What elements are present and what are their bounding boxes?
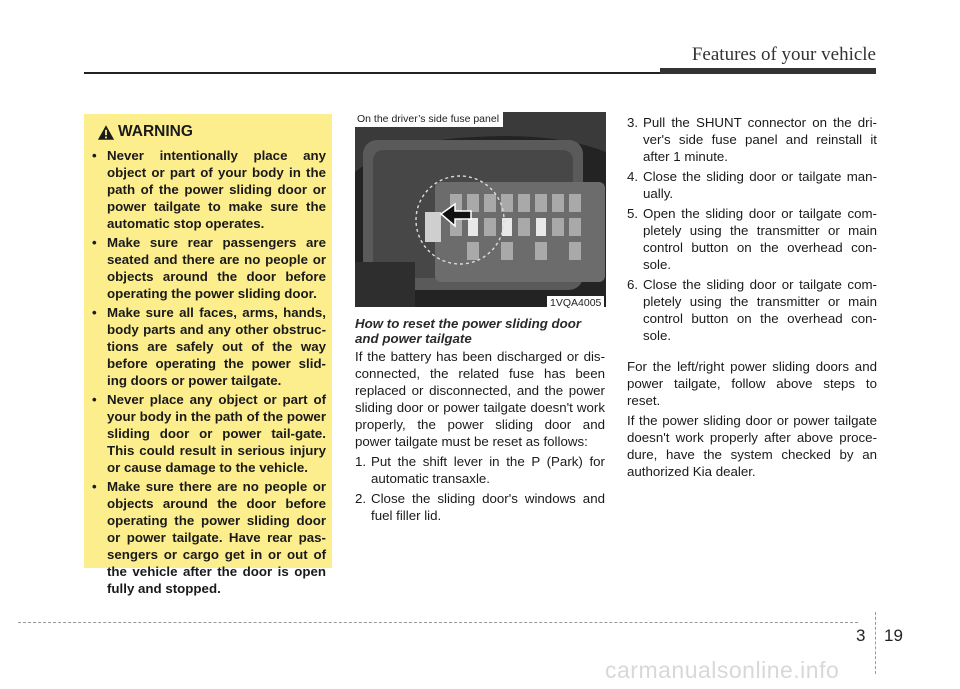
step-item: 2. Close the sliding door's windows and fuel filler lid. <box>355 491 605 523</box>
footer-rule <box>18 622 858 623</box>
step-item: 1. Put the shift lever in the P (Park) for automatic transaxle. <box>355 454 605 486</box>
section-intro: If the battery has been discharged or dis-connected, the related fuse has been replaced or disconnected, and the power sliding door or power tailgate doesn't work properly, the power sliding door and power tailgate must be reset as follows: <box>355 349 605 449</box>
warning-item: • Make sure there are no people or objects around the door before operating the power sliding door or power tailgate. Have rear pas-sengers or cargo get in or out of the vehicle after the door is open fully and stopped. <box>92 479 326 596</box>
header-rule-accent <box>660 68 876 74</box>
dealer-note: If the power sliding door or power tailgate doesn't work properly after above proce-dure, have the system checked by an authorized Kia dealer. <box>627 413 877 479</box>
section-heading: How to reset the power sliding door and power tailgate <box>355 316 582 346</box>
footer-divider <box>875 612 876 674</box>
warning-item: • Never place any object or part of your body in the path of the power sliding door or power tail-gate. This could result in serious injury or cause damage to the vehicle. <box>92 392 326 475</box>
fuse-panel-illustration <box>355 112 606 307</box>
page-number: 19 <box>884 626 903 645</box>
watermark: carmanualsonline.info <box>605 657 840 683</box>
warning-item: • Make sure all faces, arms, hands, body parts and any other obstruc-tions are safely out of the way before operating the power slid-ing doors or power tailgate. <box>92 305 326 388</box>
warning-triangle-icon <box>97 124 115 141</box>
warning-heading <box>88 123 258 145</box>
step-item: 5. Open the sliding door or tailgate com-pletely using the transmitter or main control button on the overhead con-sole. <box>627 206 877 272</box>
instructions-column-right <box>627 114 877 483</box>
step-item: 6. Close the sliding door or tailgate com-pletely using the transmitter or main control button on the overhead con-sole. <box>627 277 877 343</box>
header-rule <box>84 72 704 74</box>
instructions-column-middle <box>355 348 605 527</box>
reset-note: For the left/right power sliding doors and power tailgate, follow above steps to reset. <box>627 359 877 408</box>
figure-caption: On the driver’s side fuse panel <box>355 112 503 127</box>
fuse-panel-photo <box>355 112 606 307</box>
step-item: 3. Pull the SHUNT connector on the dri-ver's side fuse panel and reinstall it after 1 minute. <box>627 115 877 164</box>
warning-list <box>90 147 326 599</box>
warning-item: • Never intentionally place any object or part of your body in the path of the power sliding door or power tailgate to make sure the automatic stop operates. <box>92 148 326 231</box>
warning-item: • Make sure rear passengers are seated and there are no people or objects around the door before operating the power sliding door. <box>92 235 326 301</box>
step-item: 4. Close the sliding door or tailgate man-ually. <box>627 169 877 201</box>
figure-code: 1VQA4005 <box>547 296 604 310</box>
page-section-number: 3 <box>856 626 866 645</box>
warning-title: WARNING <box>118 123 193 140</box>
page-header-title: Features of your vehicle <box>691 44 876 65</box>
